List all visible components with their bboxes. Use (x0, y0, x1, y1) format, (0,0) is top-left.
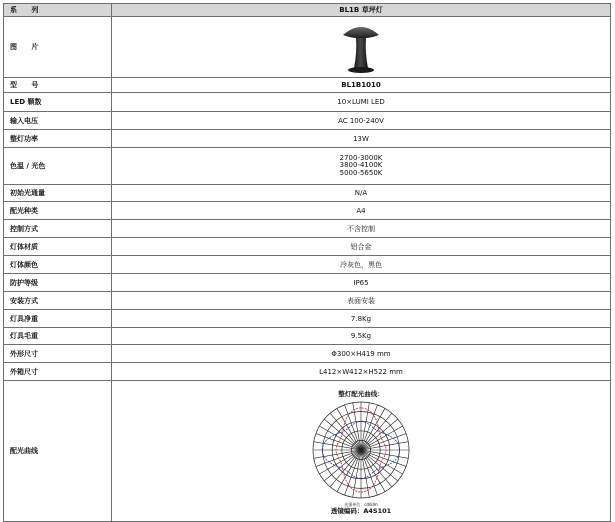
value-installation: 表面安装 (112, 292, 611, 310)
value-body-material: 铝合金 (112, 238, 611, 256)
label-model: 型 号 (4, 78, 112, 93)
row-installation (4, 292, 611, 310)
value-net-weight: 7.8Kg (112, 310, 611, 328)
row-series (4, 4, 611, 17)
curve-unit: 光强单位：cd/klm (344, 501, 378, 507)
row-net-weight (4, 310, 611, 328)
row-ip-rating (4, 274, 611, 292)
label-body-color: 灯体颜色 (4, 256, 112, 274)
value-carton-size: L412×W412×H522 mm (112, 363, 611, 381)
value-cct (112, 148, 611, 185)
value-initial-flux: N/A (112, 185, 611, 202)
row-model (4, 78, 611, 93)
lens-code-label: 透镜编码： (330, 506, 364, 515)
value-ip-rating: IP65 (112, 274, 611, 292)
spec-sheet (3, 3, 611, 518)
row-picture (4, 17, 611, 78)
cct-value: 3800-4100K (339, 161, 383, 170)
label-cct: 色温 / 光色 (4, 148, 112, 185)
row-cct (4, 148, 611, 185)
label-control-mode: 控制方式 (4, 220, 112, 238)
row-control-mode (4, 220, 611, 238)
value-picture (112, 17, 611, 78)
value-distribution-type: A4 (112, 202, 611, 220)
value-dimensions: Φ300×H419 mm (112, 345, 611, 363)
label-carton-size: 外箱尺寸 (4, 363, 112, 381)
polar-light-curve (303, 398, 419, 502)
label-net-weight: 灯具净重 (4, 310, 112, 328)
row-body-color (4, 256, 611, 274)
value-control-mode: 不含控制 (112, 220, 611, 238)
label-power: 整灯功率 (4, 130, 112, 148)
label-distribution-type: 配光种类 (4, 202, 112, 220)
cct-value: 5000-5650K (339, 168, 383, 177)
value-body-color: 冷灰色，黑色 (112, 256, 611, 274)
lawn-lamp-image (341, 19, 381, 75)
row-led-count (4, 93, 611, 112)
label-picture: 图 片 (4, 17, 112, 78)
label-led-count: LED 颗数 (4, 93, 112, 112)
row-initial-flux (4, 185, 611, 202)
value-input-voltage: AC 100-240V (112, 112, 611, 130)
cct-value: 2700-3000K (339, 153, 383, 162)
label-ip-rating: 防护等级 (4, 274, 112, 292)
label-input-voltage: 输入电压 (4, 112, 112, 130)
row-light-curve (4, 381, 611, 522)
value-light-curve (112, 381, 611, 522)
value-model: BL1B1010 (112, 78, 611, 93)
label-body-material: 灯体材质 (4, 238, 112, 256)
label-gross-weight: 灯具毛重 (4, 328, 112, 345)
row-gross-weight (4, 328, 611, 345)
row-power (4, 130, 611, 148)
row-input-voltage (4, 112, 611, 130)
row-carton-size (4, 363, 611, 381)
lens-code-value: A4S101 (363, 506, 392, 515)
value-gross-weight: 9.5Kg (112, 328, 611, 345)
row-dimensions (4, 345, 611, 363)
label-initial-flux: 初始光通量 (4, 185, 112, 202)
spec-table (3, 3, 611, 522)
label-installation: 安装方式 (4, 292, 112, 310)
label-dimensions: 外形尺寸 (4, 345, 112, 363)
label-series: 系 列 (4, 4, 112, 17)
value-led-count: 10×LUMI LED (112, 93, 611, 112)
label-light-curve: 配光曲线 (4, 381, 112, 522)
row-body-material (4, 238, 611, 256)
value-power: 13W (112, 130, 611, 148)
curve-title: 整灯配光曲线： (338, 389, 384, 398)
value-series: BL1B 草坪灯 (112, 4, 611, 17)
row-distribution-type (4, 202, 611, 220)
lens-code (112, 507, 610, 515)
